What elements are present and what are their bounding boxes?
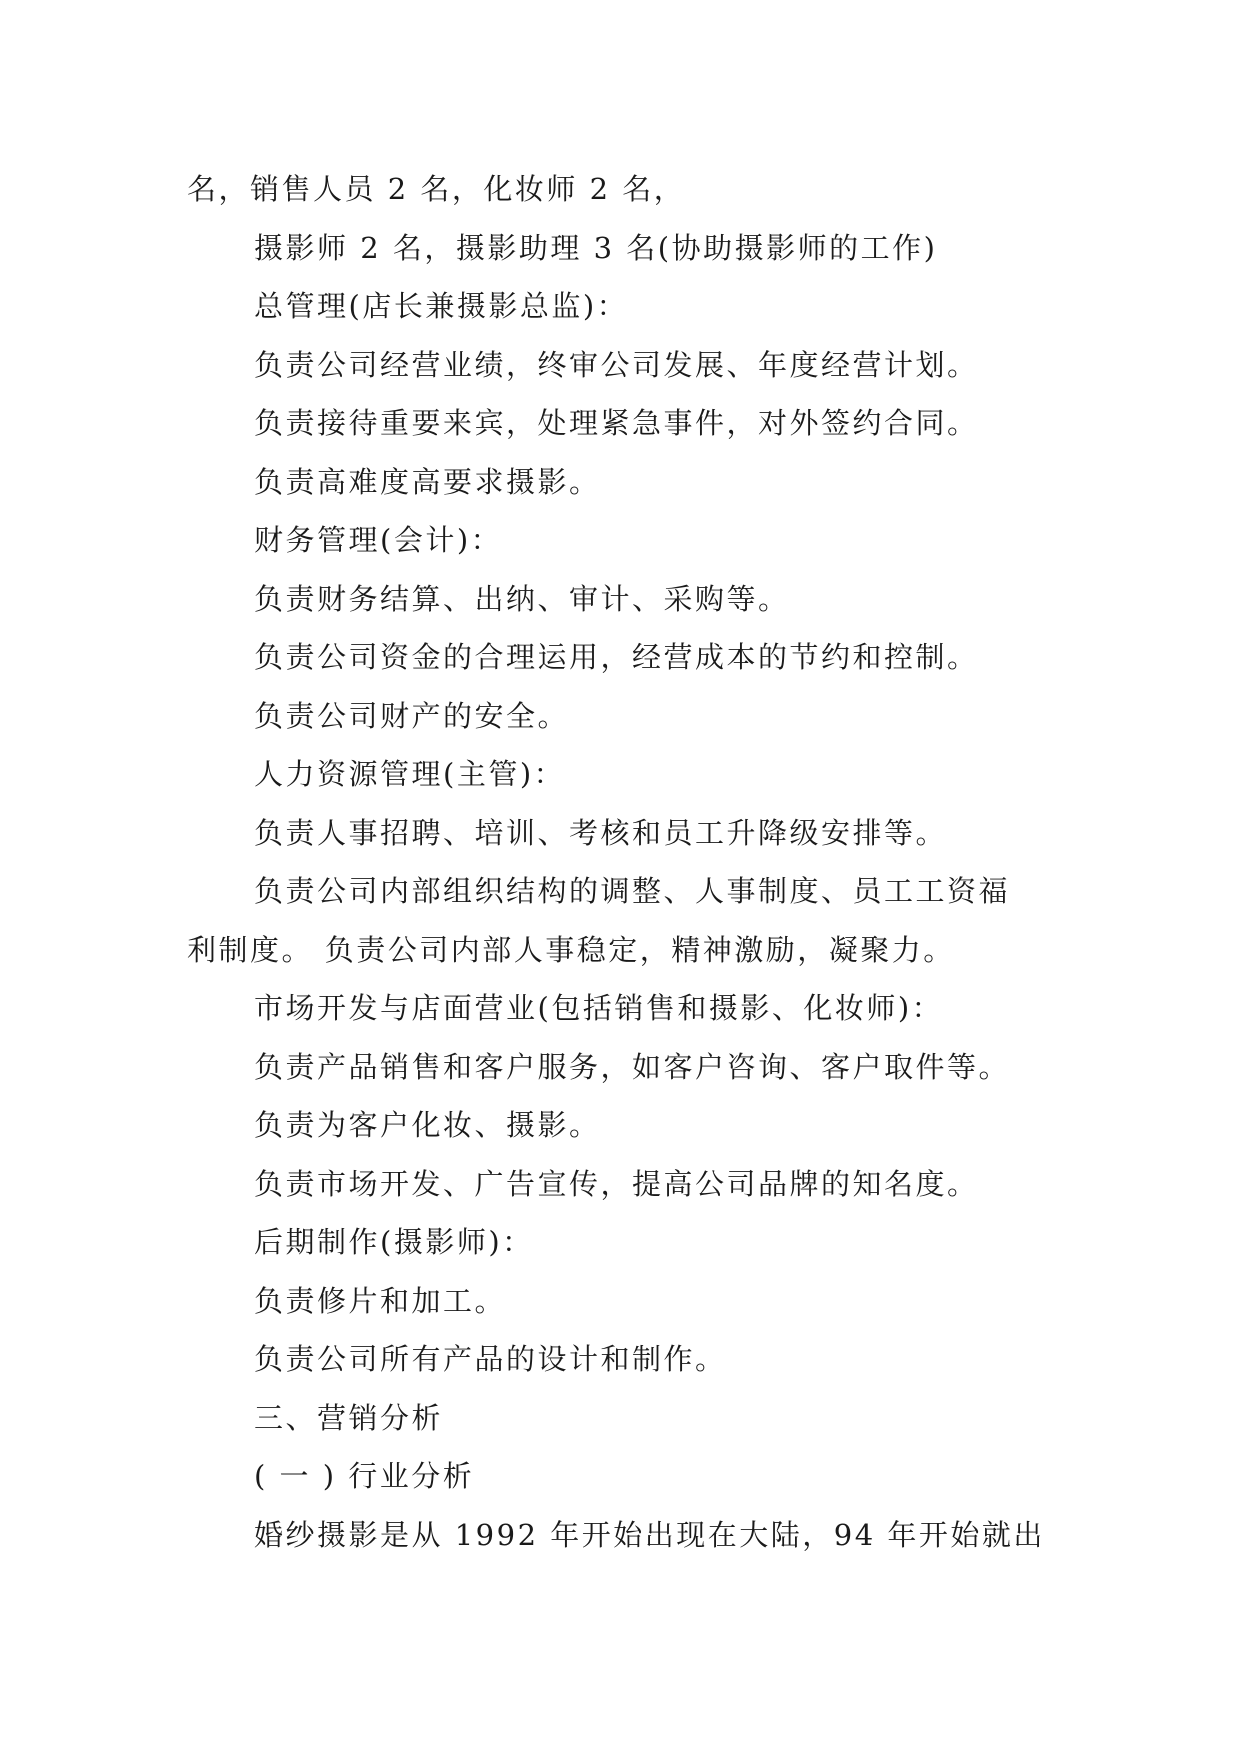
text-line: 负责公司内部组织结构的调整、人事制度、员工工资福: [254, 874, 1011, 908]
section-heading: 总管理(店长兼摄影总监)：: [254, 289, 629, 323]
text-line: 摄影师 2 名，摄影助理 3 名(协助摄影师的工作): [254, 230, 938, 265]
text-line: 负责人事招聘、培训、考核和员工升降级安排等。: [254, 815, 948, 850]
document-body: [187, 160, 1067, 1564]
text-line: 负责接待重要来宾，处理紧急事件，对外签约合同。: [254, 406, 979, 440]
text-line: 负责修片和加工。: [254, 1283, 507, 1318]
text-line: 负责市场开发、广告宣传，提高公司品牌的知名度。: [254, 1166, 979, 1201]
subsection-heading: ( 一 ) 行业分析: [254, 1459, 475, 1493]
section-heading: 后期制作(摄影师)：: [254, 1225, 534, 1259]
text-line: 负责公司所有产品的设计和制作。: [254, 1342, 727, 1376]
text-line: 名，销售人员 2 名，化妆师 2 名，: [187, 172, 686, 206]
section-heading: 市场开发与店面营业(包括销售和摄影、化妆师)：: [254, 991, 944, 1025]
text-line: 婚纱摄影是从 1992 年开始出现在大陆，94 年开始就出: [254, 1517, 1045, 1552]
section-heading: 人力资源管理(主管)：: [254, 757, 566, 791]
text-line: 负责财务结算、出纳、审计、采购等。: [254, 581, 790, 616]
text-line: 负责高难度高要求摄影。: [254, 464, 601, 499]
section-heading: 财务管理(会计)：: [254, 523, 503, 557]
chapter-heading: 三、营销分析: [254, 1400, 444, 1435]
text-line: 负责产品销售和客户服务，如客户咨询、客户取件等。: [254, 1049, 1011, 1084]
text-line: 负责公司经营业绩，终审公司发展、年度经营计划。: [254, 347, 979, 382]
text-line: 利制度。 负责公司内部人事稳定，精神激励，凝聚力。: [187, 932, 955, 967]
text-line: 负责公司资金的合理运用，经营成本的节约和控制。: [254, 640, 979, 674]
text-line: 负责为客户化妆、摄影。: [254, 1108, 601, 1142]
text-line: 负责公司财产的安全。: [254, 698, 570, 733]
